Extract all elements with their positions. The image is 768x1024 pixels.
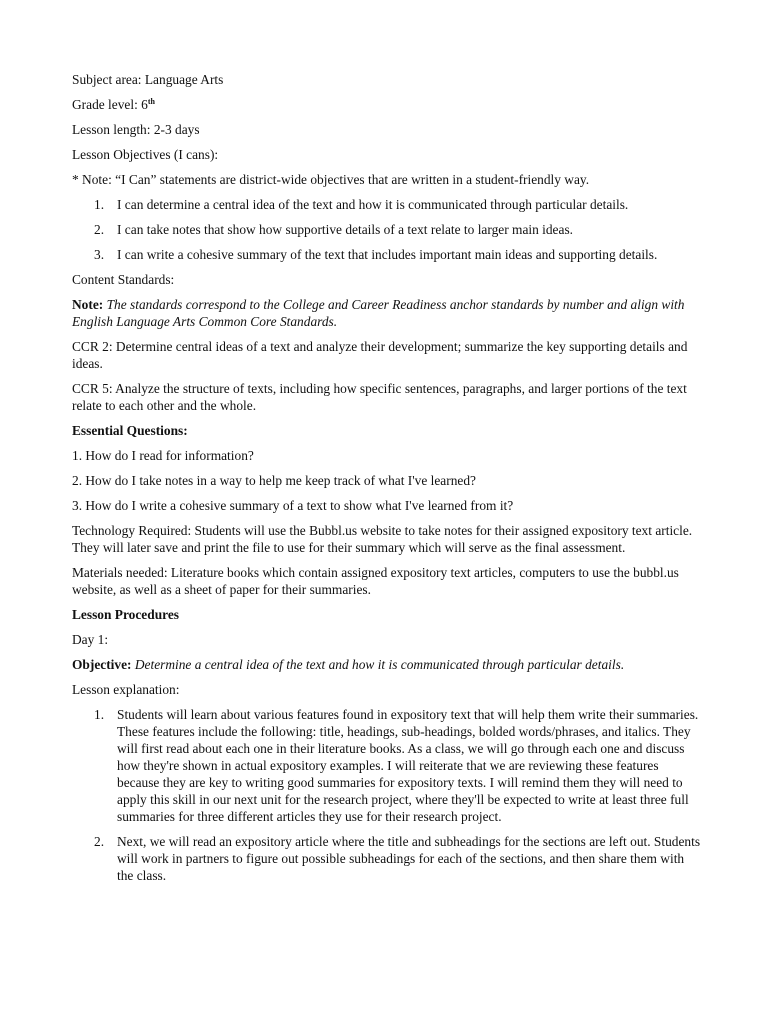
- grade-level: [72, 96, 702, 113]
- procedures-heading-text: Lesson Procedures: [72, 607, 180, 622]
- list-item: [72, 833, 702, 883]
- day-objective-text: Determine a central idea of the text and how it is communicated through particular details.: [134, 657, 625, 672]
- list-text: Next, we will read an expository article where the title and subheadings for the sections are left out. Students will work in partners to figure out possible subheadings for each of the sections, and then share them with the class.: [117, 834, 701, 883]
- ccr5: CCR 5: Analyze the structure of texts, including how specific sentences, paragraphs, and larger portions of the text relate to each other and the whole.: [72, 381, 687, 413]
- list-item: [72, 221, 702, 238]
- list-number: 3.: [94, 247, 105, 262]
- grade-level-text: Grade level: 6: [72, 97, 148, 112]
- day-objective-label: Objective:: [72, 657, 132, 672]
- list-number: 1.: [94, 707, 105, 722]
- objectives-heading: Lesson Objectives (I cans):: [72, 147, 219, 162]
- list-text: I can write a cohesive summary of the text that includes important main ideas and supporting details.: [117, 247, 658, 262]
- list-item: [72, 196, 702, 213]
- list-text: I can determine a central idea of the text and how it is communicated through particular details.: [117, 197, 629, 212]
- essential-heading: [72, 422, 702, 439]
- subject-area: Subject area: Language Arts: [72, 72, 224, 87]
- list-item: [72, 706, 702, 825]
- day-label: Day 1:: [72, 632, 109, 647]
- procedures-heading: [72, 606, 702, 623]
- standards-note-text: The standards correspond to the College and Career Readiness anchor standards by number and align with English Language Arts Common Core Standards.: [72, 297, 685, 329]
- document-body: [72, 71, 702, 883]
- question-3: 3. How do I write a cohesive summary of a text to show what I've learned from it?: [72, 498, 514, 513]
- list-text: I can take notes that show how supportive details of a text relate to larger main ideas.: [117, 222, 574, 237]
- procedures-list: [72, 706, 702, 883]
- content-standards: Content Standards:: [72, 272, 175, 287]
- standards-note: [72, 296, 702, 330]
- grade-level-sup: th: [147, 97, 155, 106]
- essential-heading-text: Essential Questions:: [72, 423, 188, 438]
- lesson-explanation: Lesson explanation:: [72, 682, 180, 697]
- list-number: 2.: [94, 222, 105, 237]
- list-item: [72, 246, 702, 263]
- standards-note-label: Note:: [72, 297, 104, 312]
- lesson-length: Lesson length: 2-3 days: [72, 122, 200, 137]
- objectives-list: [72, 196, 702, 263]
- note-line: * Note: “I Can” statements are district-wide objectives that are written in a student-friendly way.: [72, 172, 590, 187]
- question-1: 1. How do I read for information?: [72, 448, 254, 463]
- materials-needed: Materials needed: Literature books which contain assigned expository text articles, computers to use the bubbl.us website, as well as a sheet of paper for their summaries.: [72, 565, 679, 597]
- list-number: 1.: [94, 197, 105, 212]
- question-2: 2. How do I take notes in a way to help me keep track of what I've learned?: [72, 473, 476, 488]
- technology-required: Technology Required: Students will use the Bubbl.us website to take notes for their assigned expository text article. They will later save and print the file to use for their summary which will serve as the final assessment.: [72, 523, 693, 555]
- list-text: Students will learn about various features found in expository text that will help them write their summaries. These features include the following: title, headings, sub-headings, bolded words/phrases, and italics. They will first read about each one in their literature books. As a class, we will go through each one and discuss how they're shown in actual expository examples. I will reiterate that we are reviewing these features because they are key to writing good summaries for expository texts. I will remind them they will need to apply this skill in our next unit for the research project, where they'll be expected to write at least three full summaries for three different articles they use for their research project.: [117, 707, 699, 824]
- ccr2: CCR 2: Determine central ideas of a text and analyze their development; summarize the key supporting details and ideas.: [72, 339, 688, 371]
- list-number: 2.: [94, 834, 105, 849]
- day-objective: [72, 656, 702, 673]
